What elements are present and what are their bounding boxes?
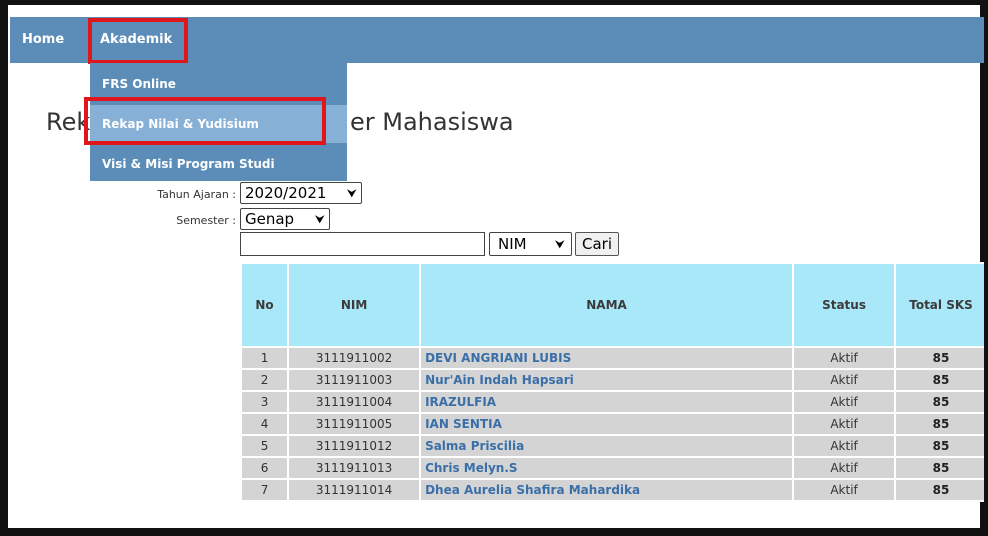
cell-nim: 3111911012 [288,435,420,457]
cell-nama-link[interactable]: IAN SENTIA [420,413,793,435]
table-row [241,347,987,369]
semester-value: Genap [245,210,295,228]
window-border-top [0,0,988,5]
cell-status: Aktif [793,435,895,457]
search-filter-select[interactable] [489,232,572,256]
top-navbar [10,17,988,63]
cell-no: 5 [241,435,288,457]
cell-total-sks: 85 [895,369,987,391]
tahun-ajaran-label: Tahun Ajaran : [157,188,236,201]
table-row [241,457,987,479]
window-border-bottom [0,532,988,536]
menu-item-frs-online[interactable]: FRS Online [102,77,176,91]
cell-no: 1 [241,347,288,369]
tahun-ajaran-value: 2020/2021 [245,184,327,202]
cell-nama-link[interactable]: DEVI ANGRIANI LUBIS [420,347,793,369]
cari-button[interactable]: Cari [575,232,619,256]
table-row [241,413,987,435]
table-row [241,435,987,457]
cell-total-sks: 85 [895,479,987,501]
cell-nim: 3111911005 [288,413,420,435]
cell-nama-link[interactable]: Chris Melyn.S [420,457,793,479]
col-header-nama: NAMA [420,263,793,347]
cell-total-sks: 85 [895,347,987,369]
cell-no: 4 [241,413,288,435]
chevron-down-icon: ⮟ [554,237,565,251]
cell-nim: 3111911004 [288,391,420,413]
chevron-down-icon: ⮟ [346,186,357,200]
cell-status: Aktif [793,347,895,369]
nav-home[interactable]: Home [22,32,65,47]
cell-nama-link[interactable]: IRAZULFIA [420,391,793,413]
cell-nim: 3111911003 [288,369,420,391]
menu-item-visi-misi[interactable]: Visi & Misi Program Studi [102,157,275,171]
search-filter-value: NIM [498,235,527,253]
cell-nama-link[interactable]: Salma Priscilia [420,435,793,457]
cell-no: 6 [241,457,288,479]
table-row [241,479,987,501]
col-header-status: Status [793,263,895,347]
cell-nim: 3111911013 [288,457,420,479]
cell-total-sks: 85 [895,457,987,479]
cell-status: Aktif [793,391,895,413]
page-title-suffix: er Mahasiswa [350,108,514,136]
cell-status: Aktif [793,457,895,479]
col-header-nim: NIM [288,263,420,347]
page-title-prefix: Rek [46,108,91,136]
semester-label: Semester : [176,214,236,227]
nav-akademik[interactable]: Akademik [100,32,173,47]
table-row [241,369,987,391]
cell-total-sks: 85 [895,391,987,413]
window-border-left [0,0,8,536]
tahun-ajaran-select[interactable] [240,182,362,204]
cell-total-sks: 85 [895,413,987,435]
student-table [240,262,988,502]
menu-item-rekap-nilai[interactable]: Rekap Nilai & Yudisium [90,105,347,143]
cell-no: 3 [241,391,288,413]
table-header-row [241,263,987,347]
cell-status: Aktif [793,479,895,501]
table-body [241,347,987,501]
cell-status: Aktif [793,413,895,435]
cell-no: 7 [241,479,288,501]
cell-no: 2 [241,369,288,391]
search-input[interactable] [240,232,485,256]
cell-nim: 3111911002 [288,347,420,369]
cell-total-sks: 85 [895,435,987,457]
semester-select[interactable] [240,208,330,230]
table-row [241,391,987,413]
cell-nama-link[interactable]: Dhea Aurelia Shafira Mahardika [420,479,793,501]
col-header-no: No [241,263,288,347]
col-header-total-sks: Total SKS [895,263,987,347]
cell-nama-link[interactable]: Nur'Ain Indah Hapsari [420,369,793,391]
cell-status: Aktif [793,369,895,391]
chevron-down-icon: ⮟ [314,212,325,226]
cell-nim: 3111911014 [288,479,420,501]
akademik-dropdown-menu [90,63,347,181]
window-border-right [984,0,988,536]
